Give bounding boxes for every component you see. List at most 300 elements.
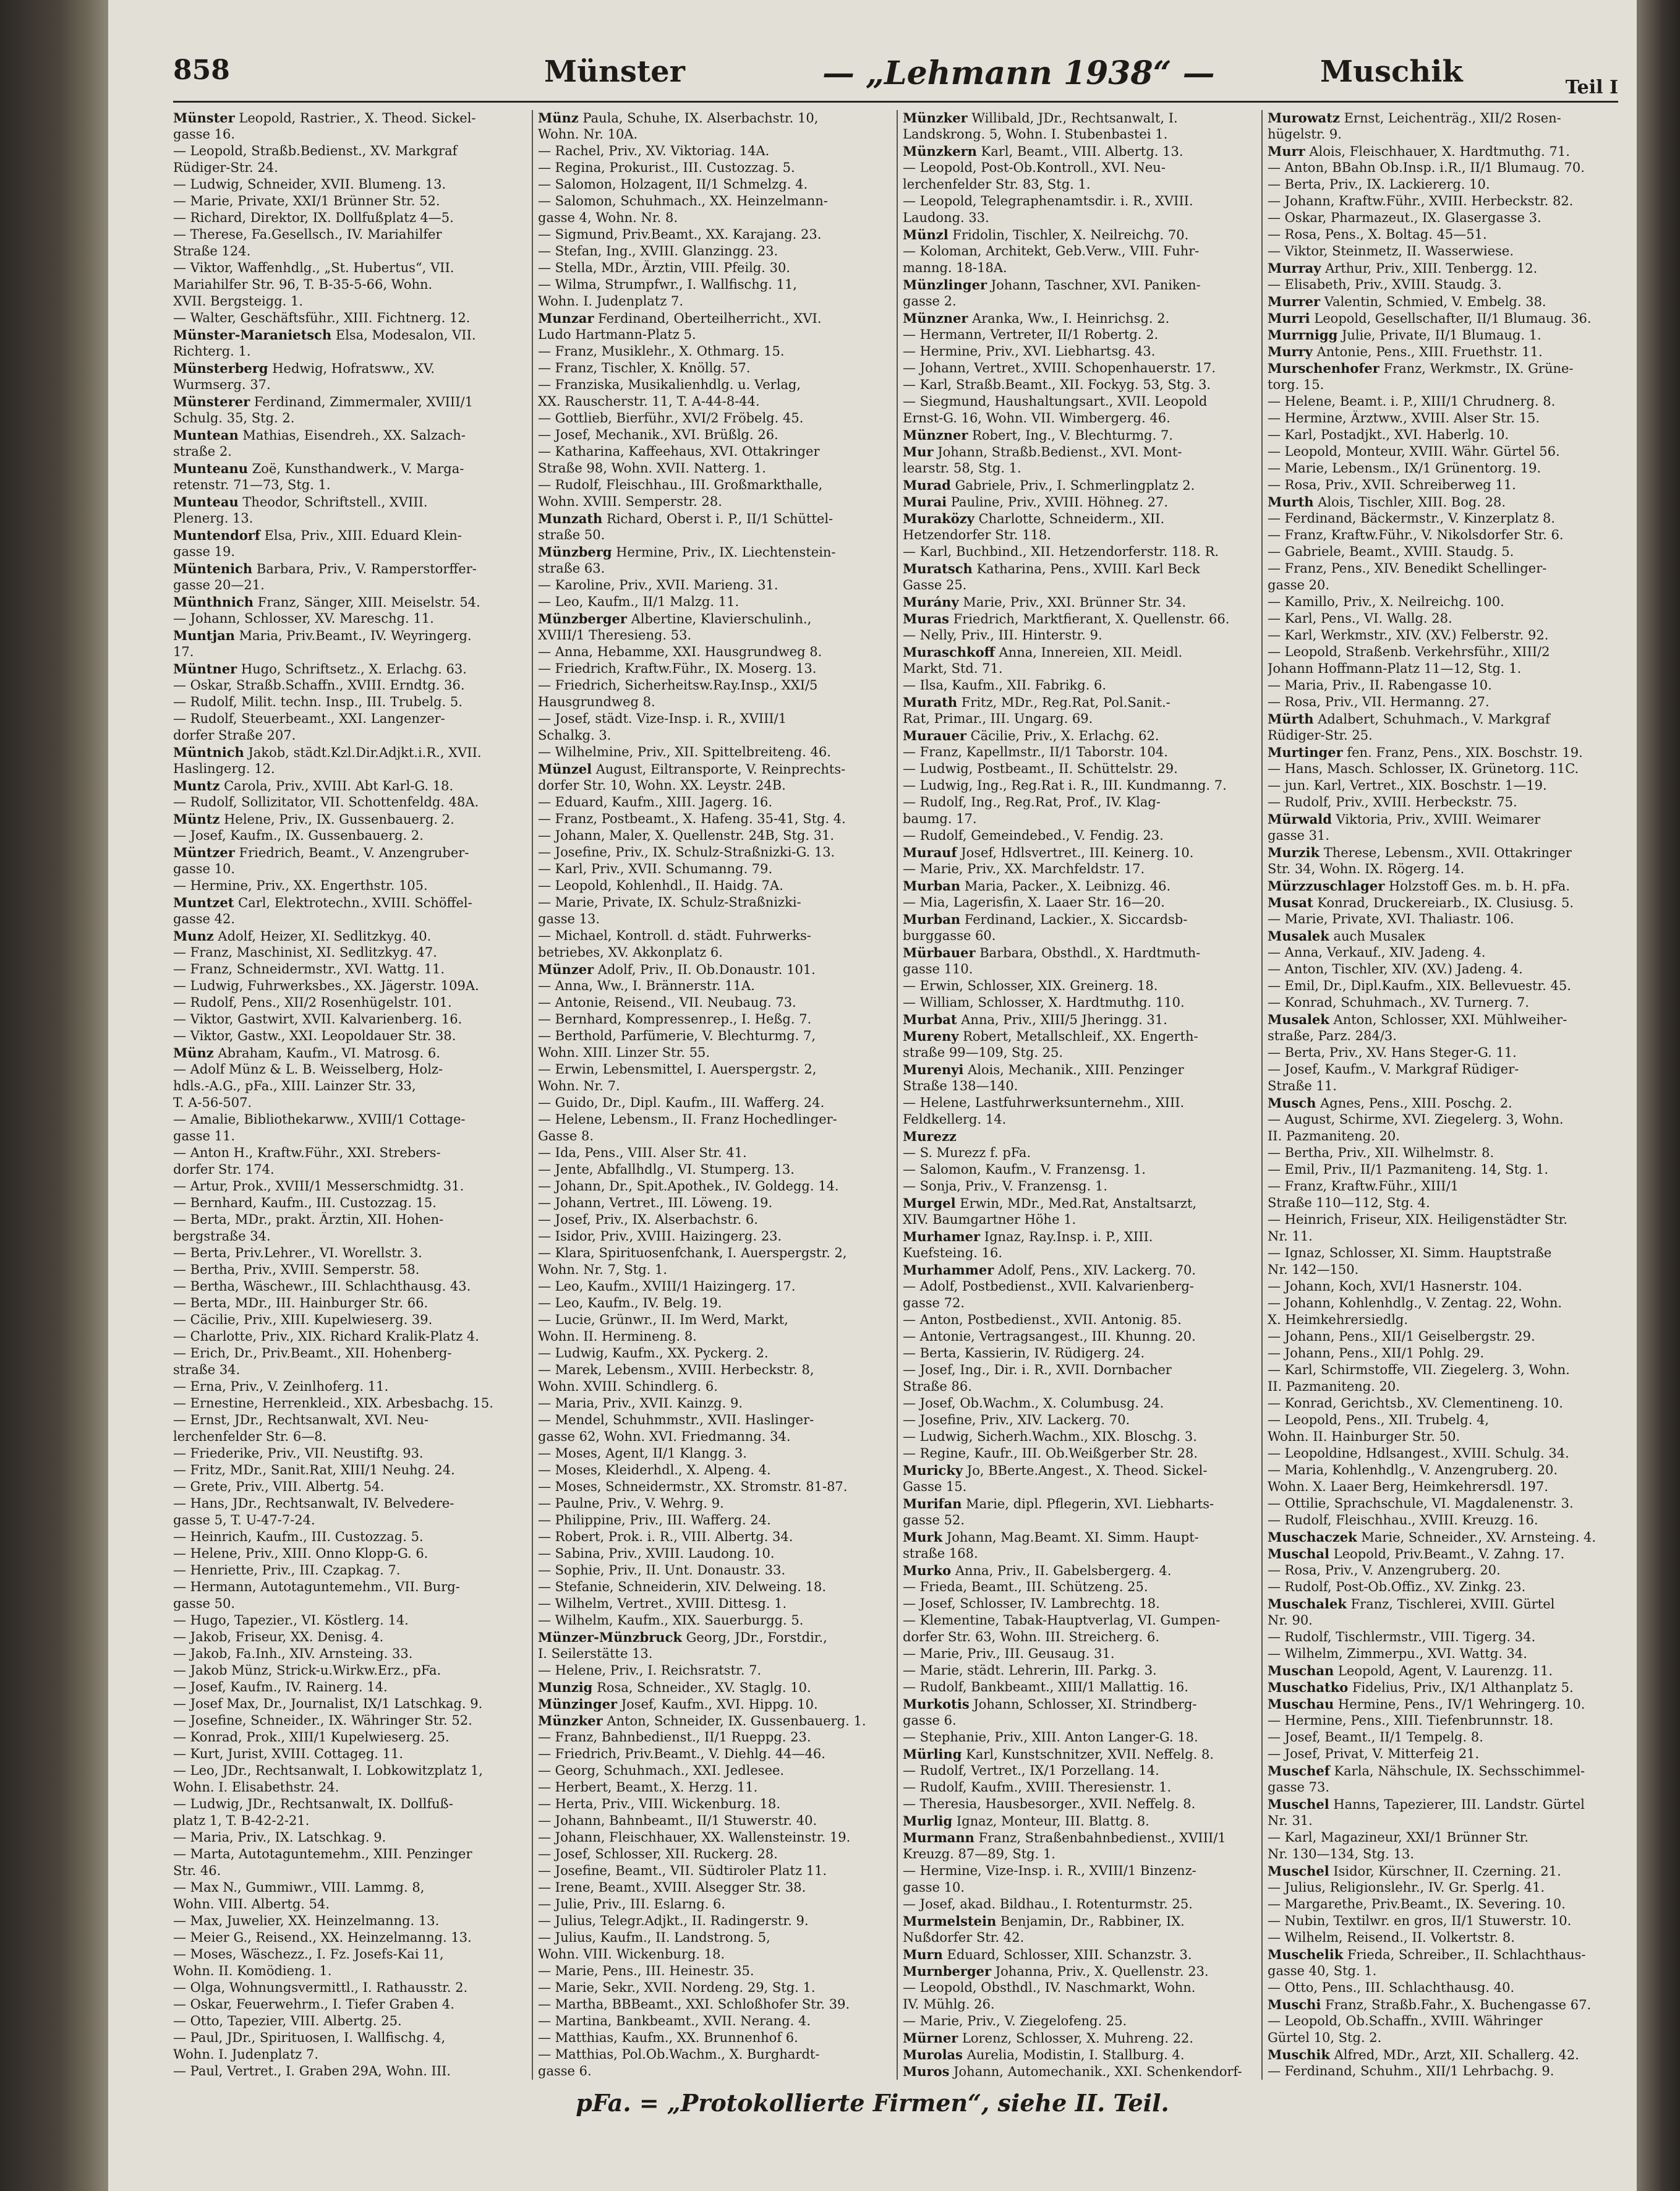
directory-entry [1268,227,1620,242]
entry-text: — Marie, Private, XXI/1 Brünner Str. 52. [173,194,440,208]
entry-text: — Margarethe, Priv.Beamt., IX. Severing. 10. [1268,1897,1566,1911]
entry-text: Elsa, Modesalon, VII. [335,328,476,343]
directory-entry [1268,310,1620,326]
entry-surname: Muricky [903,1463,963,1478]
directory-entry [903,427,1255,443]
directory-entry [1268,544,1620,560]
directory-entry [173,377,526,393]
directory-entry [1268,861,1620,877]
entry-surname: Mürbauer [903,945,976,960]
entry-text: — Rudolf, Kaufm., XVIII. Theresienstr. 1. [903,1780,1172,1795]
directory-entry [538,878,890,894]
directory-entry [173,1563,526,1578]
directory-entry [173,411,526,426]
entry-text: — Stella, MDr., Ärztin, VIII. Pfeilg. 30. [538,260,790,275]
entry-text: — Hermine, Ärztww., XVIII. Alser Str. 15. [1268,411,1540,425]
entry-text: — Jakob Münz, Strick-u.Wirkw.Erz., pFa. [173,1663,441,1678]
entry-text: Fritz, MDr., Reg.Rat, Pol.Sanit.- [961,695,1170,710]
entry-text: — Therese, Fa.Gesellsch., IV. Mariahilfer [173,227,442,242]
entry-text: — Josef, Schlosser, XII. Ruckerg. 28. [538,1847,778,1861]
directory-entry [538,828,890,844]
entry-text: — Leopold, Ob.Schaffn., XVIII. Währinger [1268,2014,1543,2028]
entry-text: Wohn. II. Hainburger Str. 50. [1268,1429,1460,1444]
directory-entry [1268,494,1620,510]
entry-text: — Otto, Pens., III. Schlachthausg. 40. [1268,1980,1515,1995]
column-divider [532,110,533,2080]
entry-surname: Müntzer [173,845,235,860]
entry-text: — Wilhelm, Reisend., II. Volkertstr. 8. [1268,1930,1515,1945]
directory-entry [1268,1112,1620,1127]
entry-text: — Helene, Priv., XIII. Onno Klopp-G. 6. [173,1546,429,1561]
entry-text: Katharina, Pens., XVIII. Karl Beck [976,562,1200,576]
directory-entry [903,1162,1255,1177]
directory-entry [538,1847,890,1862]
directory-entry [903,1763,1255,1779]
entry-text: Straße 11. [1268,1078,1337,1093]
directory-entry [538,361,890,376]
directory-entry [173,1329,526,1344]
entry-text: — Franz, Maschinist, XI. Sedlitzkyg. 47. [173,945,437,960]
entry-surname: Muschi [1268,1997,1321,2012]
entry-text: — Johann, Koch, XVI/1 Hasnerstr. 104. [1268,1279,1522,1294]
directory-entry [173,2030,526,2046]
directory-entry [538,1696,890,1712]
directory-entry [173,1613,526,1628]
directory-entry [903,177,1255,192]
entry-surname: Murrer [1268,294,1321,309]
directory-entry [173,861,526,877]
directory-entry [538,327,890,343]
directory-entry [1268,761,1620,777]
directory-entry [173,1780,526,1795]
entry-surname: Münzker [538,1713,603,1728]
directory-entry [1268,1379,1620,1394]
entry-text: Hanns, Tapezierer, III. Landstr. Gürtel [1333,1797,1585,1812]
entry-surname: Mur [903,444,934,459]
entry-text: gasse 72. [903,1296,965,1310]
entry-text: — Matthias, Pol.Ob.Wachm., X. Burghardt- [538,2047,820,2062]
entry-text: — Moses, Schneidermstr., XX. Stromstr. 81-87. [538,1479,848,1494]
directory-entry [1268,1629,1620,1645]
entry-text: — Berta, Priv.Lehrer., VI. Worellstr. 3. [173,1245,422,1260]
entry-text: — Michael, Kontroll. d. städt. Fuhrwerks- [538,928,811,943]
entry-text: — Martina, Bankbeamt., XVII. Nerang. 4. [538,2014,811,2028]
entry-surname: Münzker [903,110,968,126]
directory-entry [1268,1429,1620,1445]
directory-entry [1268,1646,1620,1662]
directory-entry [1268,260,1620,276]
directory-entry [903,861,1255,877]
directory-entry [1268,1095,1620,1111]
entry-text: — Josef, akad. Bildhau., I. Rotenturmstr. 25. [903,1897,1193,1911]
directory-entry [903,1129,1255,1144]
directory-entry [538,644,890,660]
entry-text: — Jakob, Fa.Inh., XIV. Arnsteing. 33. [173,1646,413,1661]
entry-text: — Viktor, Waffenhdlg., „St. Hubertus“, VII. [173,260,454,275]
directory-entry [538,945,890,960]
directory-entry [538,561,890,576]
directory-entry [1268,277,1620,293]
directory-entry [1268,1746,1620,1762]
directory-entry [903,644,1255,660]
entry-text: — Maria, Priv., XVII. Kainzg. 9. [538,1396,743,1411]
directory-entry [903,711,1255,727]
directory-entry [1268,1529,1620,1545]
entry-text: Agnes, Pens., XIII. Poschg. 2. [1320,1096,1512,1111]
directory-entry [173,2047,526,2062]
directory-entry [903,895,1255,910]
entry-text: betriebes, XV. Akkonplatz 6. [538,945,723,960]
entry-text: — Josef, Priv., IX. Alserbachstr. 6. [538,1212,758,1227]
directory-entry [173,1446,526,1461]
directory-entry [173,1830,526,1845]
entry-text: — Maria, Priv., II. Rabengasse 10. [1268,678,1492,693]
directory-entry [173,1145,526,1161]
entry-text: Laudong. 33. [903,210,989,225]
entry-text: straße, Parz. 284/3. [1268,1028,1397,1043]
directory-entry [538,1212,890,1228]
entry-text: — Helene, Beamt. i. P., XIII/1 Chrudnerg. 8. [1268,394,1556,409]
entry-text: — Karl, Postadjkt., XVI. Haberlg. 10. [1268,427,1509,442]
directory-entry [173,978,526,994]
directory-entry [173,361,526,376]
entry-surname: Mürth [1268,711,1314,727]
directory-entry [1268,411,1620,426]
entry-text: dorfer Str. 10, Wohn. XX. Leystr. 24B. [538,778,786,793]
entry-text: Anton, Schlosser, XXI. Mühlweiher- [1333,1012,1567,1027]
entry-text: — William, Schlosser, X. Hardtmuthg. 110. [903,995,1185,1010]
directory-entry [173,344,526,359]
entry-surname: Mürner [903,2030,958,2046]
directory-entry [903,2030,1255,2046]
directory-entry [903,845,1255,860]
directory-entry [1268,811,1620,827]
entry-text: — Leopoldine, Hdlsangest., XVIII. Schulg. 34. [1268,1446,1569,1461]
entry-text: Franz, Werkmstr., IX. Grüne- [1383,361,1574,376]
directory-entry [1268,1012,1620,1027]
entry-surname: Muschef [1268,1763,1330,1779]
entry-text: Theodor, Schriftstell., XVIII. [242,495,428,510]
entry-text: — Rudolf, Ing., Reg.Rat, Prof., IV. Klag- [903,795,1161,809]
entry-surname: Muschalek [1268,1596,1347,1612]
entry-text: Karl, Beamt., VIII. Albertg. 13. [981,144,1183,159]
directory-entry [173,244,526,259]
entry-text: — Heinrich, Kaufm., III. Custozzag. 5. [173,1529,424,1544]
directory-entry [1268,527,1620,543]
entry-text: Wohn. I. Judenplatz 7. [173,2047,319,2062]
entry-surname: Murrnigg [1268,327,1338,343]
entry-text: — Viktor, Gastw., XXI. Leopoldauer Str. 38. [173,1028,456,1043]
entry-text: Johann, Automechanik., XXI. Schenkendorf- [953,2064,1242,2079]
directory-entry [173,878,526,894]
directory-entry [538,1730,890,1745]
directory-entry [903,1713,1255,1728]
directory-entry [1268,1028,1620,1044]
directory-entry [173,1245,526,1261]
entry-text: Hugo, Schriftsetz., X. Erlachg. 63. [241,662,467,677]
directory-entry [538,1346,890,1361]
directory-entry [173,210,526,226]
entry-text: — Anton, Postbedienst., XVII. Antonig. 85. [903,1312,1182,1327]
entry-text: Lorenz, Schlosser, X. Muhreng. 22. [962,2031,1194,2046]
directory-entry [538,1446,890,1461]
directory-entry [538,1830,890,1845]
directory-entry [173,1463,526,1478]
entry-text: — Mendel, Schuhmmstr., XVII. Haslinger- [538,1412,814,1427]
entry-text: — Maria, Kohlenhdlg., V. Anzengruberg. 20. [1268,1463,1558,1477]
directory-entry [173,694,526,710]
directory-entry [1268,1563,1620,1578]
header-part: Teil I [1565,77,1618,98]
directory-entry [903,945,1255,960]
directory-entry [173,260,526,276]
entry-text: Barbara, Priv., V. Ramperstorffer- [256,562,477,576]
entry-text: retenstr. 71—73, Stg. 1. [173,477,331,492]
directory-entry [1268,745,1620,760]
entry-text: Adolf, Priv., II. Ob.Donaustr. 101. [597,962,816,977]
entry-text: — Friedrich, Kraftw.Führ., IX. Moserg. 13. [538,661,817,676]
entry-surname: Muras [903,611,950,626]
entry-text: — Sabina, Priv., XVIII. Laudong. 10. [538,1546,775,1561]
directory-entry [173,795,526,810]
directory-entry [903,1863,1255,1879]
entry-text: Richard, Oberst i. P., II/1 Schüttel- [606,511,834,526]
entry-text: Carl, Elektrotechn., XVIII. Schöffel- [238,895,472,910]
entry-text: Wohn. Nr. 10A. [538,127,638,142]
directory-entry [903,544,1255,560]
directory-entry [538,1780,890,1795]
directory-entry [538,1763,890,1779]
entry-text: torg. 15. [1268,377,1324,392]
entry-text: — Maria, Priv., IX. Latschkag. 9. [173,1830,386,1845]
directory-entry [903,1780,1255,1795]
directory-entry [173,527,526,543]
entry-text: — Martha, BBBeamt., XXI. Schloßhofer Str. 39. [538,1997,850,2012]
directory-entry [538,1913,890,1929]
entry-text: gasse 62, Wohn. XVI. Friedmanng. 34. [538,1429,791,1444]
directory-entry [903,1095,1255,1111]
entry-surname: Munzig [538,1680,593,1695]
entry-text: — Ernestine, Herrenkleid., XIX. Arbesbachg. 15. [173,1396,493,1411]
entry-surname: Münster [173,110,235,126]
directory-entry [538,1078,890,1094]
directory-entry [1268,127,1620,142]
directory-entry [1268,845,1620,860]
entry-text: Franz, Sänger, XIII. Meiselstr. 54. [257,595,480,610]
entry-text: — Franz, Musiklehr., X. Othmarg. 15. [538,344,785,359]
entry-text: — Johann, Vertret., III. Löweng. 19. [538,1195,773,1210]
directory-entry [538,1312,890,1328]
entry-text: — Franziska, Musikalienhdlg. u. Verlag, [538,377,801,392]
directory-entry [1268,878,1620,894]
book-binding [0,0,108,2191]
directory-entry [538,494,890,510]
directory-entry [538,912,890,927]
entry-text: lerchenfelder Str. 83, Stg. 1. [903,177,1091,192]
entry-text: — Helene, Priv., I. Reichsratstr. 7. [538,1663,762,1678]
directory-entry [173,678,526,693]
entry-text: — Josef Max, Dr., Journalist, IX/1 Latschkag. 9. [173,1696,483,1711]
entry-text: — Franz, Postbeamt., X. Hafeng. 35-41, Stg. 4. [538,811,846,826]
entry-text: — Berta, MDr., III. Hainburger Str. 66. [173,1296,429,1310]
entry-text: Franz, Straßb.Fahr., X. Buchengasse 67. [1325,1997,1592,2012]
entry-text: Gasse 25. [903,578,967,592]
entry-text: XVIII/1 Theresieng. 53. [538,628,692,643]
directory-entry [173,1095,526,1111]
directory-entry [538,611,890,626]
entry-text: Wurmserg. 37. [173,377,271,392]
entry-text: — Rosa, Priv., VII. Hermanng. 27. [1268,694,1490,709]
directory-entry [1268,978,1620,994]
entry-surname: Münzkern [903,143,977,159]
entry-text: Alois, Fleischhauer, X. Hardtmuthg. 71. [1309,144,1570,159]
entry-surname: Münzberg [538,544,612,560]
directory-entry [903,811,1255,827]
entry-text: — Franz, Kraftw.Führ., V. Nikolsdorfer Str. 6. [1268,527,1564,542]
directory-entry [173,194,526,209]
directory-entry [1268,2014,1620,2029]
directory-entry [538,1379,890,1394]
entry-text: — Josef, Kaufm., IX. Gussenbauerg. 2. [173,828,424,843]
entry-text: — Ludwig, Schneider, XVII. Blumeng. 13. [173,177,446,192]
page-edge [1637,0,1680,2191]
entry-text: — Rudolf, Tischlermstr., VIII. Tigerg. 34. [1268,1629,1536,1644]
directory-entry [173,1813,526,1829]
entry-text: gasse 4, Wohn. Nr. 8. [538,210,678,225]
directory-entry [538,694,890,710]
directory-entry [538,1062,890,1077]
entry-surname: Münzberger [538,611,627,626]
entry-text: Nr. 130—134, Stg. 13. [1268,1847,1414,1861]
entry-text: Schalkg. 3. [538,728,612,743]
entry-text: — Rudolf, Pens., XII/2 Rosenhügelstr. 101. [173,995,452,1010]
directory-entry [903,1346,1255,1361]
directory-entry [173,143,526,159]
directory-entry [173,711,526,727]
entry-surname: Murn [903,1947,943,1962]
entry-text: — Sonja, Priv., V. Franzensg. 1. [903,1179,1108,1194]
directory-entry [1268,1663,1620,1678]
directory-entry [538,544,890,560]
directory-entry [1268,477,1620,493]
entry-surname: Münzlinger [903,277,987,293]
entry-surname: Münzer-Münzbruck [538,1629,682,1645]
entry-text: Mathias, Eisendreh., XX. Salzach- [242,428,466,443]
directory-entry [1268,1362,1620,1378]
entry-text: — Hermine, Priv., XX. Engerthstr. 105. [173,878,428,893]
directory-entry [1268,1579,1620,1595]
directory-entry [903,511,1255,526]
entry-text: Antonie, Pens., XIII. Fruethstr. 11. [1316,344,1543,359]
entry-text: straße 168. [903,1546,978,1561]
entry-surname: Münthnich [173,594,254,610]
directory-entry [903,761,1255,777]
directory-entry [173,1028,526,1044]
entry-text: — Katharina, Kaffeehaus, XVI. Ottakringer [538,444,820,459]
directory-entry [173,1513,526,1528]
entry-text: — Erwin, Lebensmittel, I. Auerspergstr. 2, [538,1062,817,1077]
directory-entry [903,611,1255,626]
entry-surname: Murowatz [1268,110,1340,126]
entry-text: — jun. Karl, Vertret., XIX. Boschstr. 1—19. [1268,778,1547,793]
entry-text: — Sigmund, Priv.Beamt., XX. Karajang. 23. [538,227,822,242]
directory-entry [903,194,1255,209]
entry-text: — Rudolf, Fleischhau., III. Großmarkthalle, [538,477,823,492]
entry-text: — Anna, Hebamme, XXI. Hausgrundweg 8. [538,644,822,659]
entry-text: — Jente, Abfallhdlg., VI. Stumperg. 13. [538,1162,795,1177]
entry-text: gasse 5, T. U-47-7-24. [173,1513,315,1527]
entry-text: Leopold, Gesellschafter, II/1 Blumaug. 36. [1314,311,1592,326]
entry-text: — Viktor, Gastwirt, XVII. Kalvarienberg. 16. [173,1012,463,1027]
entry-text: Hedwig, Hofratsww., XV. [272,361,435,376]
directory-entry [903,1680,1255,1695]
entry-text: — Bertha, Priv., XII. Wilhelmstr. 8. [1268,1145,1495,1160]
entry-text: — Paul, JDr., Spirituosen, I. Wallfischg. 4, [173,2030,446,2045]
entry-text: Pauline, Priv., XVIII. Höhneg. 27. [950,495,1169,510]
entry-text: — Ida, Pens., VIII. Alser Str. 41. [538,1145,747,1160]
directory-entry [903,1980,1255,1996]
entry-text: Karla, Nähschule, IX. Sechsschimmel- [1334,1764,1585,1779]
entry-text: — Hermine, Priv., XVI. Liebhartsg. 43. [903,344,1156,359]
directory-entry [1268,1346,1620,1361]
entry-text: — Georg, Schuhmach., XXI. Jedlesee. [538,1763,785,1778]
entry-text: gasse 13. [538,912,600,926]
directory-entry [538,110,890,126]
entry-text: Ignaz, Ray.Insp. i. P., XIII. [984,1229,1153,1244]
entry-text: — Isidor, Priv., XVIII. Haizingerg. 23. [538,1229,782,1244]
entry-text: Holzstoff Ges. m. b. H. pFa. [1388,879,1570,894]
directory-entry [903,310,1255,326]
entry-surname: Muschan [1268,1663,1334,1678]
entry-surname: Müntnich [173,745,244,760]
entry-text: — Josef, Beamt., II/1 Tempelg. 8. [1268,1730,1483,1745]
entry-text: — Koloman, Architekt, Geb.Verw., VIII. Fuhr- [903,244,1200,258]
entry-text: straße 99—109, Stg. 25. [903,1045,1064,1060]
directory-entry [1268,1680,1620,1695]
directory-entry [173,1646,526,1662]
entry-text: gasse 50. [173,1596,236,1611]
directory-entry [903,1913,1255,1929]
directory-entry [538,1179,890,1194]
directory-entry [1268,361,1620,376]
entry-text: Elsa, Priv., XIII. Eduard Klein- [264,528,462,543]
entry-text: — Paulne, Priv., V. Wehrg. 9. [538,1496,724,1511]
entry-text: — Josef, Ob.Wachm., X. Columbusg. 24. [903,1396,1164,1411]
directory-entry [538,678,890,693]
entry-text: Helene, Priv., IX. Gussenbauerg. 2. [224,812,454,827]
directory-entry [538,1045,890,1061]
entry-text: gasse 73. [1268,1780,1330,1795]
entry-text: — Regine, Kaufr., III. Ob.Weißgerber Str. 28. [903,1446,1198,1461]
entry-surname: Murifan [903,1496,962,1511]
entry-text: Kuefsteing. 16. [903,1245,1003,1260]
directory-entry [1268,1212,1620,1228]
entry-text: — Johann, Maler, X. Quellenstr. 24B, Stg. 31. [538,828,835,843]
directory-entry [538,160,890,176]
directory-entry [1268,1696,1620,1712]
entry-text: Ludo Hartmann-Platz 5. [538,327,696,342]
directory-entry [173,461,526,476]
directory-entry [538,1245,890,1261]
entry-text: — Leopold, Post-Ob.Kontroll., XVI. Neu- [903,160,1166,175]
entry-text: — Johann, Vertret., XVIII. Schopenhauerstr. 17. [903,361,1216,375]
entry-text: — Fritz, MDr., Sanit.Rat, XIII/1 Neuhg. 24. [173,1463,455,1477]
directory-entry [538,628,890,643]
entry-text: — Matthias, Kaufm., XX. Brunnenhof 6. [538,2030,798,2045]
directory-entry [1268,1062,1620,1077]
entry-surname: Münzner [903,427,968,443]
entry-text: — Bertha, Priv., XVIII. Semperstr. 58. [173,1262,420,1277]
